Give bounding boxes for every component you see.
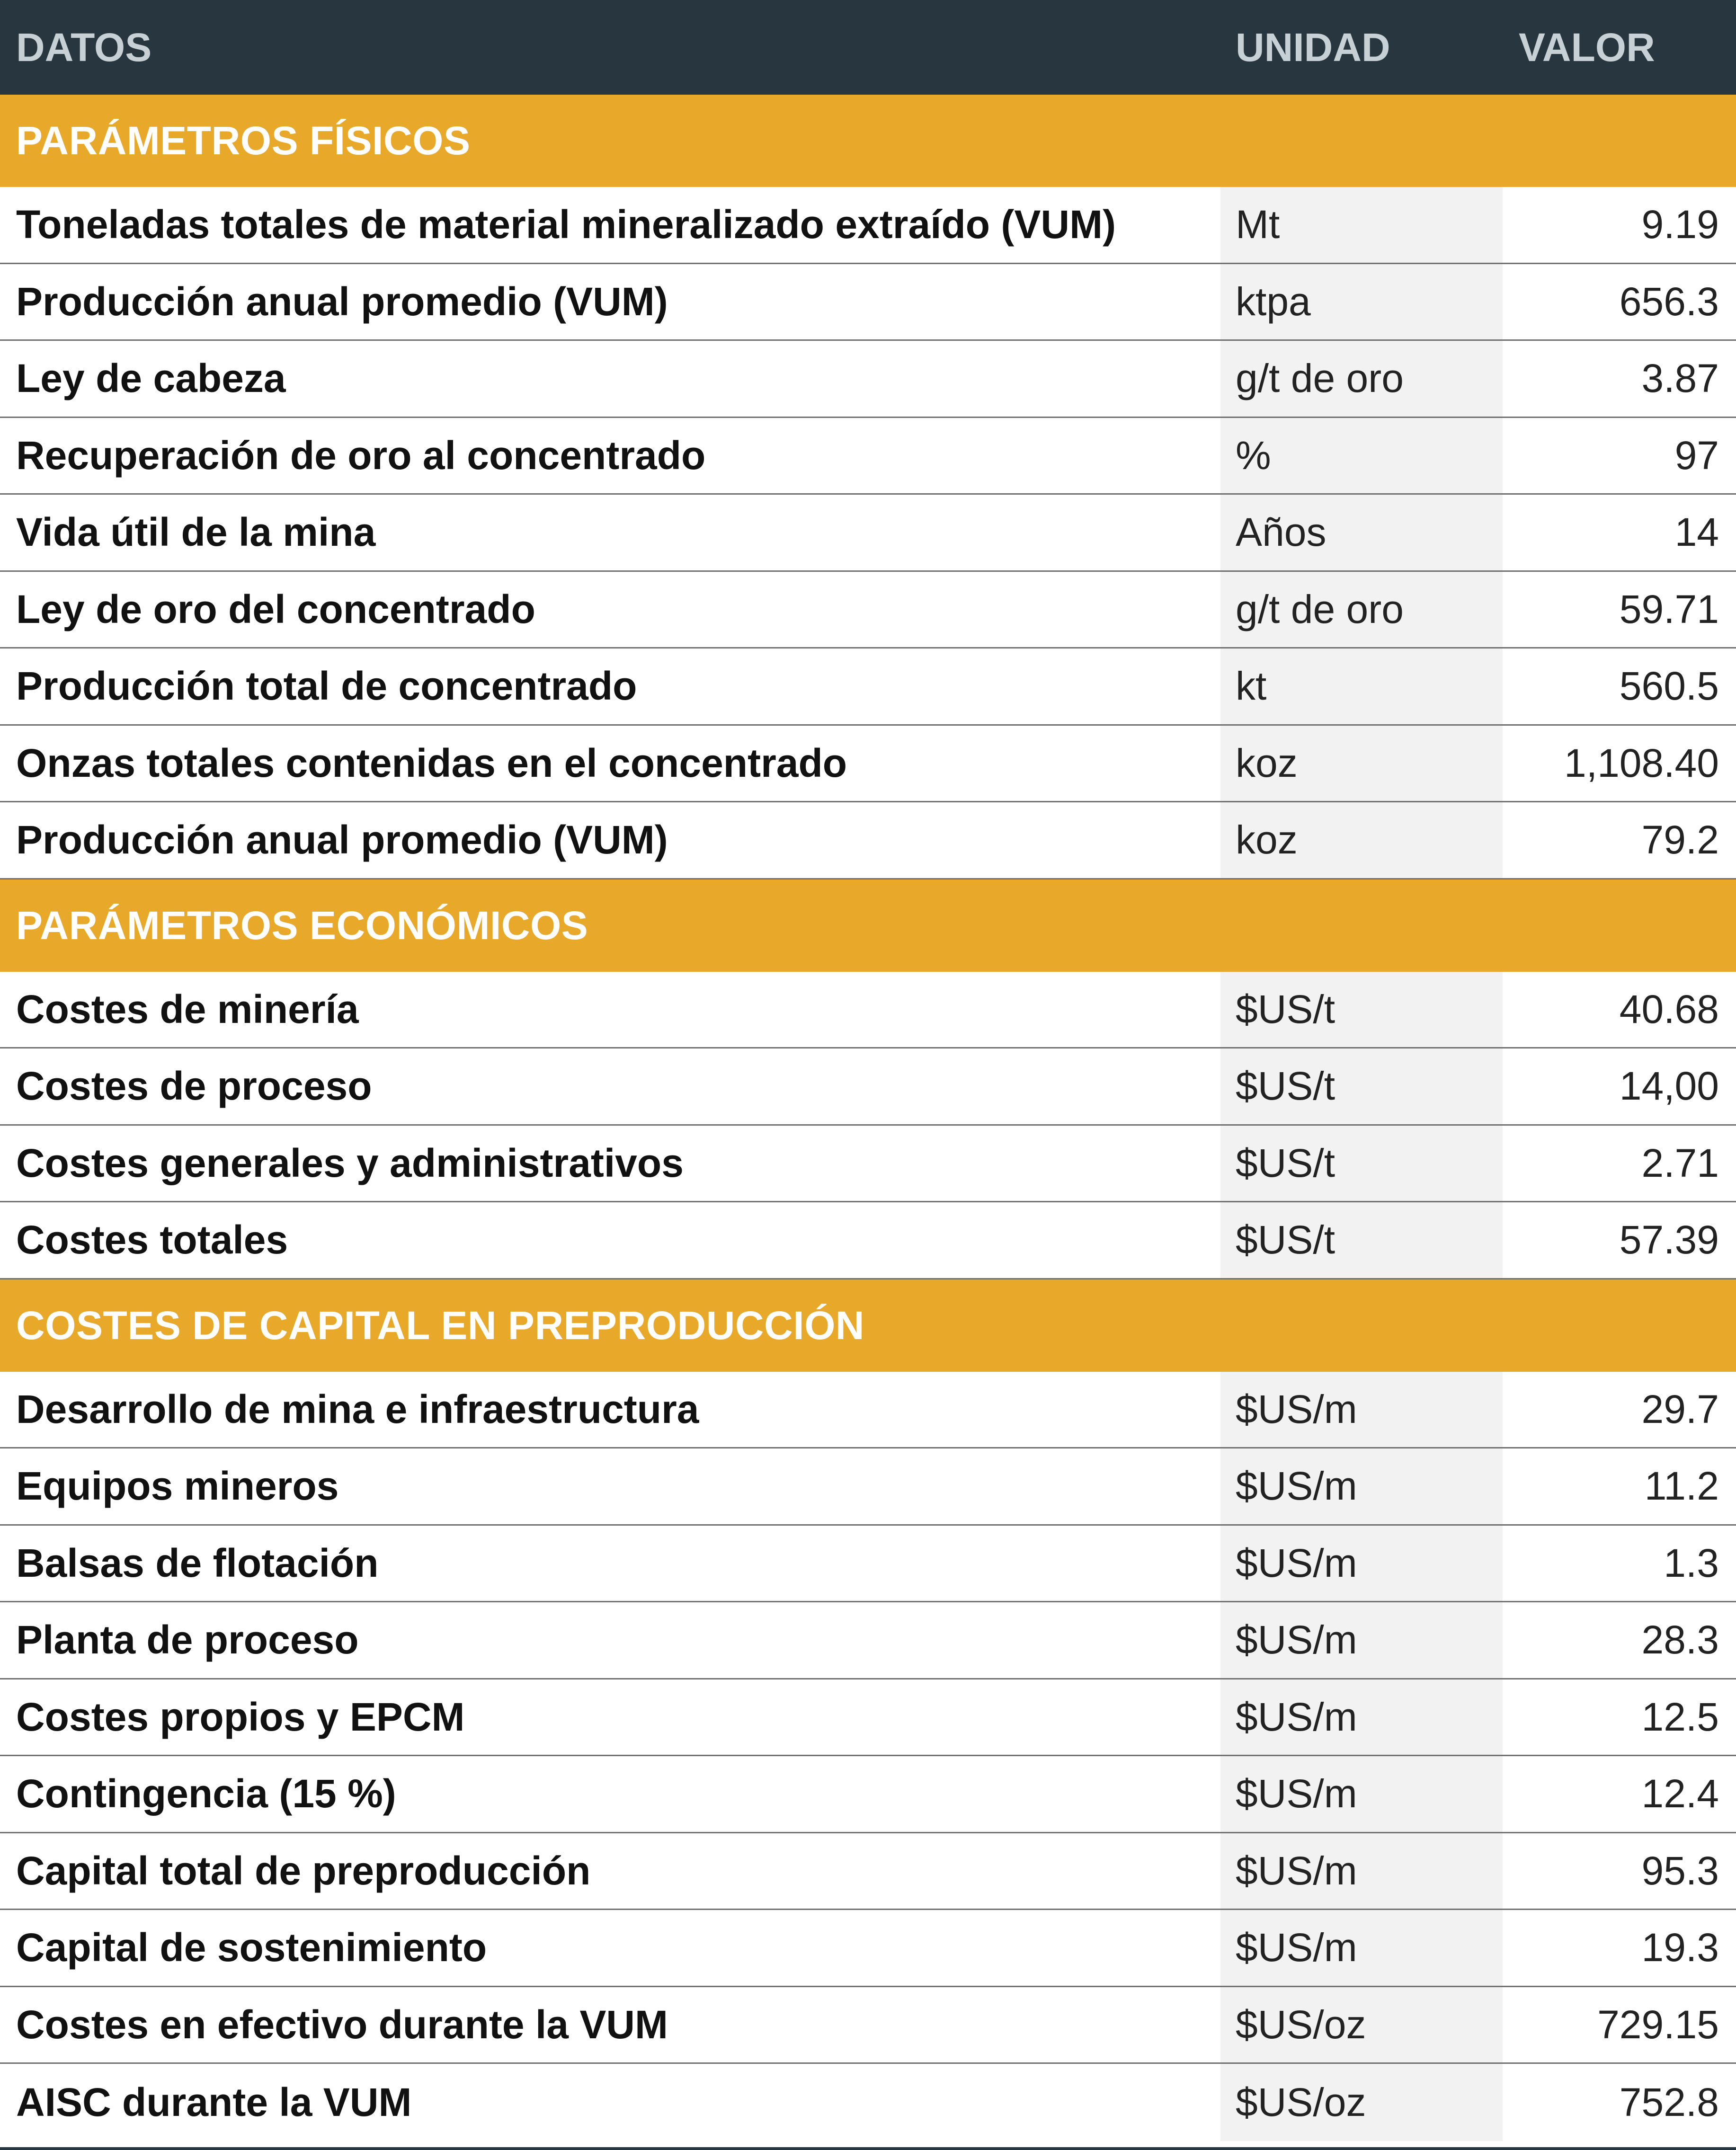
row-label: Costes en efectivo durante la VUM <box>16 2002 668 2047</box>
row-value: 29.7 <box>1641 1386 1719 1431</box>
row-unit: $US/m <box>1220 1526 1503 1601</box>
row-label: Capital total de preproducción <box>16 1848 591 1893</box>
row-unit: g/t de oro <box>1220 341 1503 417</box>
row-unit: $US/m <box>1220 1602 1503 1678</box>
row-value: 12.5 <box>1641 1694 1719 1739</box>
row-unit: $US/oz <box>1220 2064 1503 2141</box>
row-value: 79.2 <box>1641 817 1719 862</box>
row-label: Costes propios y EPCM <box>16 1694 465 1739</box>
table-row <box>0 1048 1736 1126</box>
row-unit: $US/m <box>1220 1833 1503 1909</box>
row-label: Costes de minería <box>16 986 359 1031</box>
bottom-rule <box>0 2147 1736 2150</box>
row-value: 40.68 <box>1619 986 1719 1031</box>
table-row <box>0 649 1736 726</box>
row-unit: Años <box>1220 495 1503 570</box>
table-row <box>0 726 1736 803</box>
table-body <box>0 95 1736 2141</box>
row-unit: ktpa <box>1220 264 1503 340</box>
row-unit: g/t de oro <box>1220 572 1503 648</box>
row-value: 1,108.40 <box>1564 740 1719 785</box>
row-value: 28.3 <box>1641 1617 1719 1662</box>
row-unit: $US/t <box>1220 1048 1503 1124</box>
section-header: COSTES DE CAPITAL EN PREPRODUCCIÓN <box>0 1279 1736 1372</box>
table-row <box>0 1756 1736 1833</box>
row-label: Producción total de concentrado <box>16 664 637 709</box>
table-row <box>0 1126 1736 1203</box>
header-datos: DATOS <box>16 25 152 70</box>
table-row <box>0 264 1736 341</box>
table-row <box>0 1910 1736 1987</box>
row-value: 12.4 <box>1641 1771 1719 1816</box>
row-value: 560.5 <box>1619 664 1719 709</box>
table-row <box>0 1372 1736 1449</box>
table-row <box>0 187 1736 264</box>
row-value: 57.39 <box>1619 1217 1719 1262</box>
header-valor: VALOR <box>1519 25 1655 70</box>
row-label: Desarrollo de mina e infraestructura <box>16 1386 699 1431</box>
row-label: Planta de proceso <box>16 1617 359 1662</box>
table-row <box>0 2064 1736 2141</box>
table-row <box>0 802 1736 880</box>
row-label: Recuperación de oro al concentrado <box>16 433 706 478</box>
row-value: 59.71 <box>1619 586 1719 631</box>
row-unit: $US/oz <box>1220 1987 1503 2063</box>
row-value: 19.3 <box>1641 1925 1719 1970</box>
row-value: 729.15 <box>1597 2002 1719 2047</box>
table-row <box>0 1526 1736 1603</box>
row-label: Equipos mineros <box>16 1464 339 1509</box>
row-value: 14 <box>1674 510 1719 555</box>
table-row <box>0 495 1736 572</box>
section-header: PARÁMETROS ECONÓMICOS <box>0 880 1736 972</box>
row-label: AISC durante la VUM <box>16 2079 412 2124</box>
row-value: 3.87 <box>1641 356 1719 401</box>
row-label: Producción anual promedio (VUM) <box>16 817 668 862</box>
row-unit: koz <box>1220 802 1503 878</box>
row-label: Capital de sostenimiento <box>16 1925 487 1970</box>
row-unit: koz <box>1220 726 1503 801</box>
table-row <box>0 1448 1736 1526</box>
row-label: Toneladas totales de material mineralizado extraído (VUM) <box>16 202 1116 247</box>
row-label: Producción anual promedio (VUM) <box>16 279 668 324</box>
row-label: Ley de oro del concentrado <box>16 586 535 631</box>
table-row <box>0 1202 1736 1279</box>
row-unit: $US/m <box>1220 1679 1503 1755</box>
table-header <box>0 0 1736 95</box>
row-label: Costes totales <box>16 1217 288 1262</box>
row-unit: $US/m <box>1220 1372 1503 1448</box>
table-row <box>0 1833 1736 1910</box>
row-unit: $US/m <box>1220 1910 1503 1986</box>
row-unit: % <box>1220 418 1503 494</box>
row-value: 9.19 <box>1641 202 1719 247</box>
header-unidad: UNIDAD <box>1236 25 1390 70</box>
table-row <box>0 572 1736 649</box>
table-row <box>0 1679 1736 1757</box>
row-label: Costes de proceso <box>16 1064 372 1109</box>
row-value: 14,00 <box>1619 1064 1719 1109</box>
row-label: Vida útil de la mina <box>16 510 376 555</box>
row-unit: $US/t <box>1220 1126 1503 1201</box>
row-unit: kt <box>1220 649 1503 724</box>
row-unit: $US/t <box>1220 972 1503 1048</box>
row-unit: Mt <box>1220 187 1503 263</box>
row-unit: $US/t <box>1220 1202 1503 1278</box>
row-value: 1.3 <box>1664 1540 1719 1585</box>
row-value: 97 <box>1674 433 1719 478</box>
row-label: Costes generales y administrativos <box>16 1140 684 1185</box>
section-header: PARÁMETROS FÍSICOS <box>0 95 1736 187</box>
row-label: Onzas totales contenidas en el concentrado <box>16 740 847 785</box>
table-row <box>0 1602 1736 1679</box>
row-value: 95.3 <box>1641 1848 1719 1893</box>
row-unit: $US/m <box>1220 1756 1503 1832</box>
table-row <box>0 972 1736 1049</box>
row-value: 11.2 <box>1644 1464 1719 1509</box>
row-label: Contingencia (15 %) <box>16 1771 396 1816</box>
table-row <box>0 1987 1736 2064</box>
table-row <box>0 418 1736 495</box>
row-value: 752.8 <box>1619 2079 1719 2124</box>
row-value: 656.3 <box>1619 279 1719 324</box>
row-value: 2.71 <box>1641 1140 1719 1185</box>
row-unit: $US/m <box>1220 1448 1503 1524</box>
row-label: Ley de cabeza <box>16 356 286 401</box>
row-label: Balsas de flotación <box>16 1540 379 1585</box>
table-row <box>0 341 1736 418</box>
